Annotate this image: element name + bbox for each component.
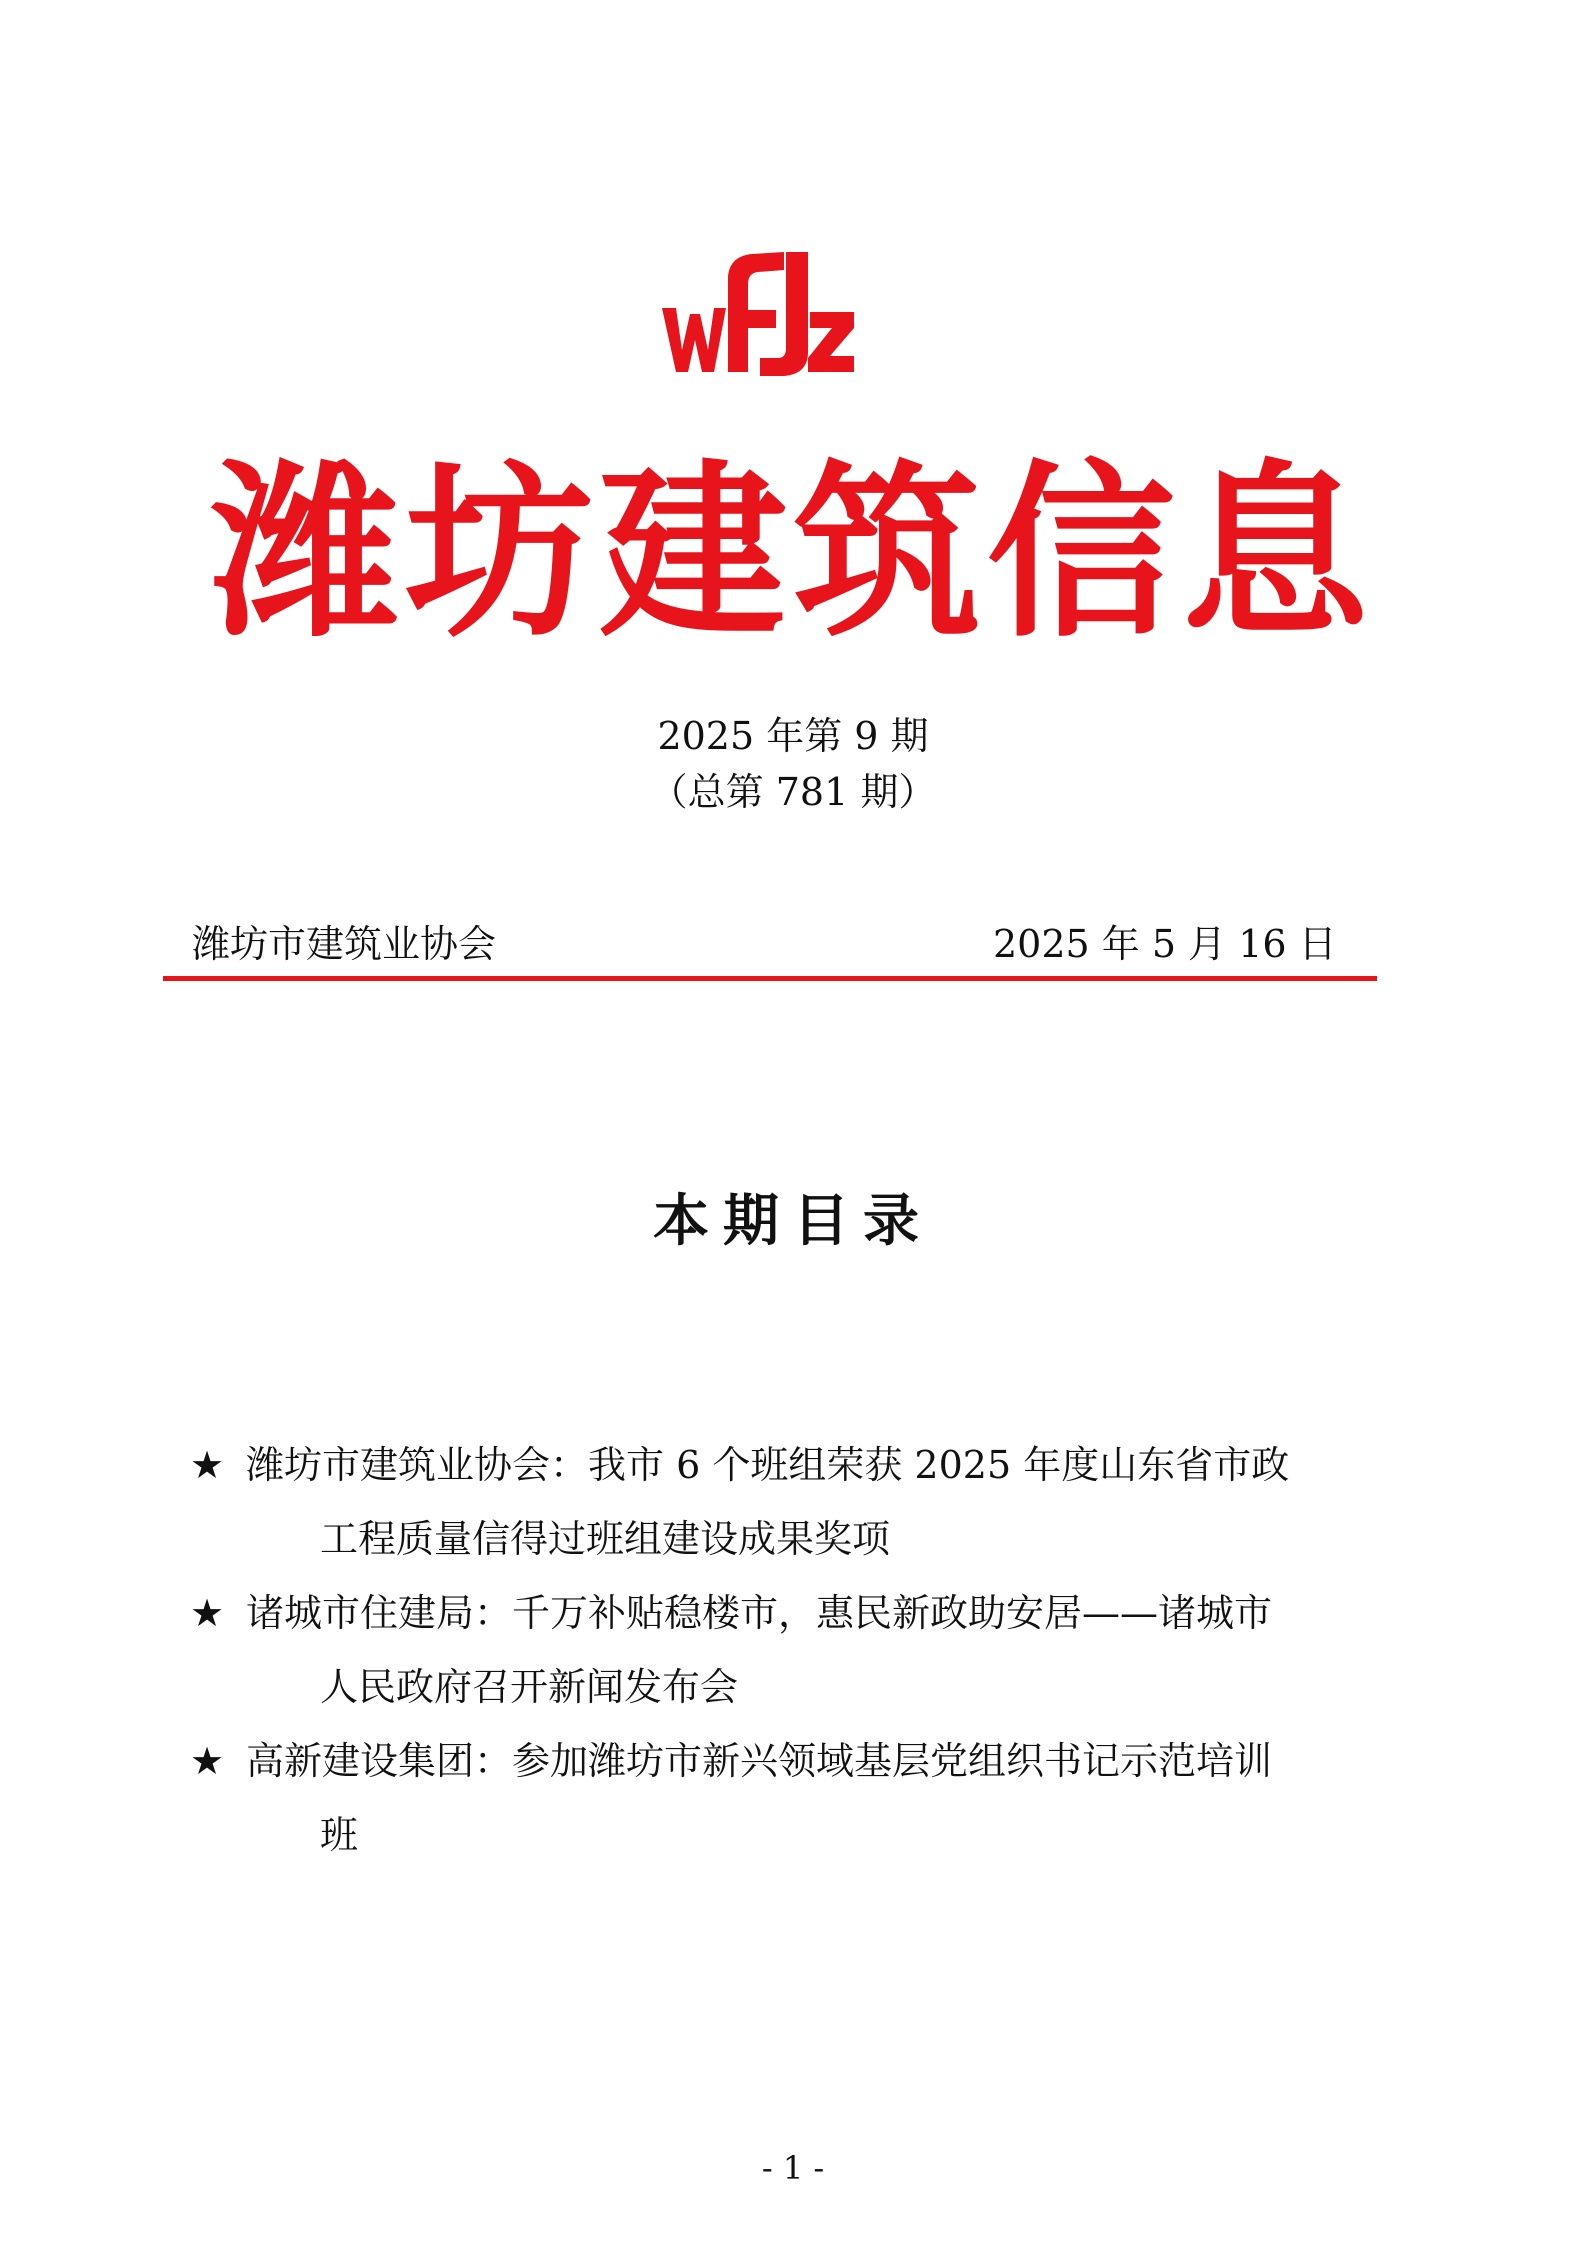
star-icon: ★ xyxy=(190,1591,225,1635)
masthead-title: 潍坊建筑信息 xyxy=(211,442,1375,663)
toc-item[interactable] xyxy=(190,1428,1410,1576)
header-divider xyxy=(163,976,1377,981)
toc-item-title: 诸城市住建局：千万补贴稳楼市，惠民新政助安居——诸城市 xyxy=(246,1591,1273,1635)
toc-title: 本期目录 xyxy=(653,1188,933,1254)
toc-item[interactable] xyxy=(190,1576,1410,1724)
wfjz-logo xyxy=(660,248,855,378)
toc-item-title: 高新建设集团：参加潍坊市新兴领域基层党组织书记示范培训 xyxy=(246,1739,1273,1783)
star-icon: ★ xyxy=(190,1443,225,1487)
issue-total-number: （总第 781 期） xyxy=(649,770,937,814)
toc-item-title-continuation: 人民政府召开新闻发布会 xyxy=(320,1665,739,1709)
toc-item[interactable] xyxy=(190,1724,1410,1872)
page-number: - 1 - xyxy=(761,2149,825,2187)
publisher: 潍坊市建筑业协会 xyxy=(192,922,497,966)
issue-number: 2025 年第 9 期 xyxy=(657,714,929,758)
publish-date: 2025 年 5 月 16 日 xyxy=(993,922,1337,966)
star-icon: ★ xyxy=(190,1739,225,1783)
toc-list xyxy=(190,1428,1410,1872)
toc-item-title-continuation: 工程质量信得过班组建设成果奖项 xyxy=(320,1517,891,1561)
toc-item-title-continuation: 班 xyxy=(320,1813,359,1857)
toc-item-title: 潍坊市建筑业协会：我市 6 个班组荣获 2025 年度山东省市政 xyxy=(246,1443,1290,1487)
